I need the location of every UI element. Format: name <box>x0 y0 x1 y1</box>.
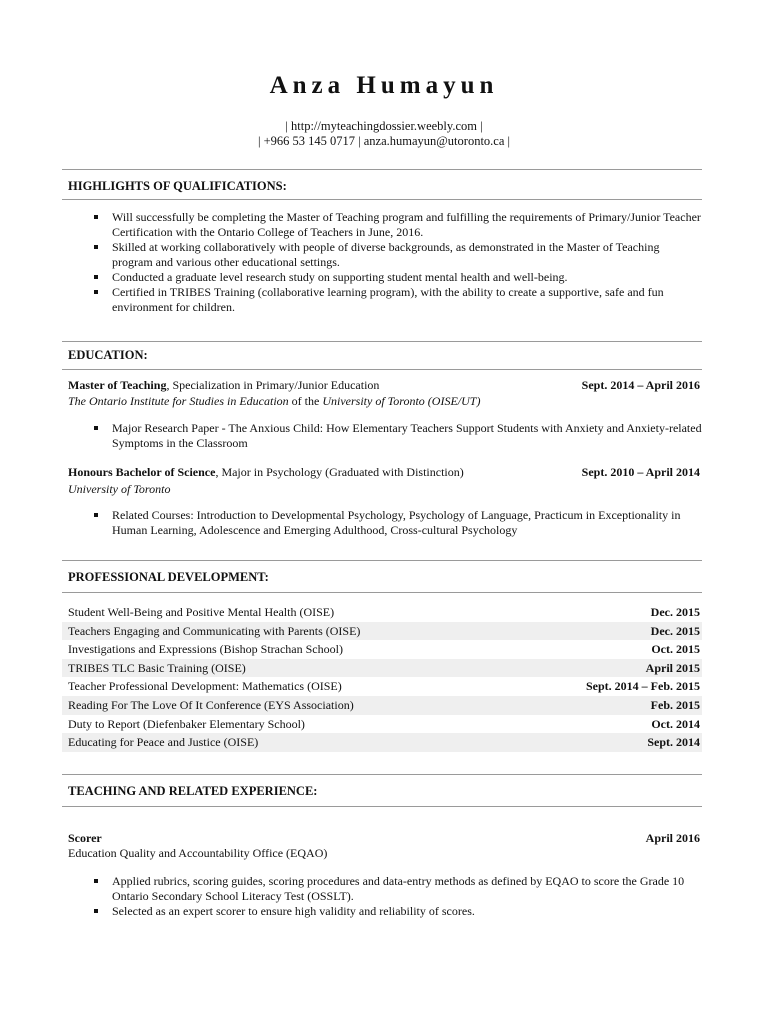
pd-title: Student Well-Being and Positive Mental Health (OISE) <box>68 605 335 619</box>
table-row <box>62 696 702 715</box>
list-item: Major Research Paper - The Anxious Child: How Elementary Teachers Support Students with Anxiety and Anxiety-related Symptoms in the Classroom <box>90 421 702 451</box>
section-divider <box>62 169 702 170</box>
section-divider <box>62 341 702 342</box>
pd-title: TRIBES TLC Basic Training (OISE) <box>68 660 246 675</box>
institution-name: The Ontario Institute for Studies in Education <box>68 394 289 408</box>
education-bullets <box>90 421 702 451</box>
pd-title: Teachers Engaging and Communicating with Parents (OISE) <box>68 623 361 638</box>
degree-name: Honours Bachelor of Science <box>68 465 216 479</box>
pd-date: Feb. 2015 <box>650 697 700 712</box>
education-entry <box>68 378 700 393</box>
list-item: Related Courses: Introduction to Developmental Psychology, Psychology of Language, Practicum in Exceptionality in Human Learning, Adolescence and Emerging Adulthood, Cross-cultural Psychology <box>90 508 702 538</box>
organization-line <box>68 846 700 861</box>
list-item: Will successfully be completing the Master of Teaching program and fulfilling the requirements of Primary/Junior Teacher Certification with the Ontario College of Teachers in June, 2016. <box>90 210 702 240</box>
table-row <box>62 733 702 752</box>
list-item: Conducted a graduate level research study on supporting student mental health and well-being. <box>90 270 702 285</box>
list-item: Selected as an expert scorer to ensure high validity and reliability of scores. <box>90 904 702 919</box>
website-line: | http://myteachingdossier.weebly.com | <box>285 119 483 133</box>
list-item: Certified in TRIBES Training (collaborative learning program), with the ability to create a supportive, safe and fun environment for children. <box>90 285 702 315</box>
section-divider <box>62 806 702 807</box>
pd-date: Dec. 2015 <box>650 605 700 619</box>
section-divider <box>62 560 702 561</box>
degree-detail: , Specialization in Primary/Junior Education <box>166 378 380 392</box>
university-name: University of Toronto (OISE/UT) <box>322 394 481 408</box>
experience-heading: TEACHING AND RELATED EXPERIENCE: <box>68 784 318 798</box>
highlights-list <box>90 210 702 315</box>
section-divider <box>62 774 702 775</box>
experience-entry <box>68 831 700 846</box>
pd-date: Sept. 2014 – Feb. 2015 <box>586 679 700 694</box>
degree-name: Master of Teaching <box>68 378 167 392</box>
list-item: Skilled at working collaboratively with people of diverse backgrounds, as demonstrated in the Master of Teaching program and various other educational settings. <box>90 240 702 270</box>
pd-title: Educating for Peace and Justice (OISE) <box>68 735 259 750</box>
pd-title: Teacher Professional Development: Mathematics (OISE) <box>68 679 342 694</box>
institution-joiner: of the <box>288 394 323 408</box>
experience-bullets <box>90 874 702 919</box>
education-entry <box>68 465 700 480</box>
education-bullets <box>90 508 702 538</box>
applicant-name: Anza Humayun <box>269 72 499 99</box>
pd-title: Reading For The Love Of It Conference (EYS Association) <box>68 697 354 712</box>
table-row <box>62 715 702 734</box>
table-row <box>62 640 702 659</box>
education-dates: Sept. 2014 – April 2016 <box>581 378 700 392</box>
education-heading: EDUCATION: <box>68 348 148 362</box>
section-divider <box>62 199 702 200</box>
section-divider <box>62 369 702 370</box>
organization-name: Education Quality and Accountability Office (EQAO) <box>68 846 328 860</box>
pd-date: Sept. 2014 <box>647 735 700 750</box>
pd-table <box>62 603 702 752</box>
pd-date: Oct. 2015 <box>651 642 700 657</box>
list-item: Applied rubrics, scoring guides, scoring procedures and data-entry methods as defined by EQAO to score the Grade 10 Ontario Secondary School Literacy Test (OSSLT). <box>90 874 702 904</box>
institution-line <box>68 482 700 497</box>
role-date: April 2016 <box>645 831 700 845</box>
table-row <box>62 603 702 622</box>
degree-detail: , Major in Psychology (Graduated with Distinction) <box>215 465 464 479</box>
pd-date: April 2015 <box>645 660 700 675</box>
phone-email-line: | +966 53 145 0717 | anza.humayun@utoronto.ca | <box>257 134 511 148</box>
pd-heading: PROFESSIONAL DEVELOPMENT: <box>68 570 269 584</box>
table-row <box>62 622 702 641</box>
table-row <box>62 677 702 696</box>
role-title: Scorer <box>68 831 102 845</box>
pd-date: Dec. 2015 <box>650 623 700 638</box>
education-dates: Sept. 2010 – April 2014 <box>581 465 700 479</box>
highlights-heading: HIGHLIGHTS OF QUALIFICATIONS: <box>68 179 287 193</box>
pd-title: Duty to Report (Diefenbaker Elementary School) <box>68 716 305 731</box>
institution-line <box>68 394 700 409</box>
pd-date: Oct. 2014 <box>651 716 700 731</box>
section-divider <box>62 592 702 593</box>
institution-name: University of Toronto <box>68 482 171 496</box>
pd-title: Investigations and Expressions (Bishop Strachan School) <box>68 642 343 657</box>
table-row <box>62 659 702 678</box>
